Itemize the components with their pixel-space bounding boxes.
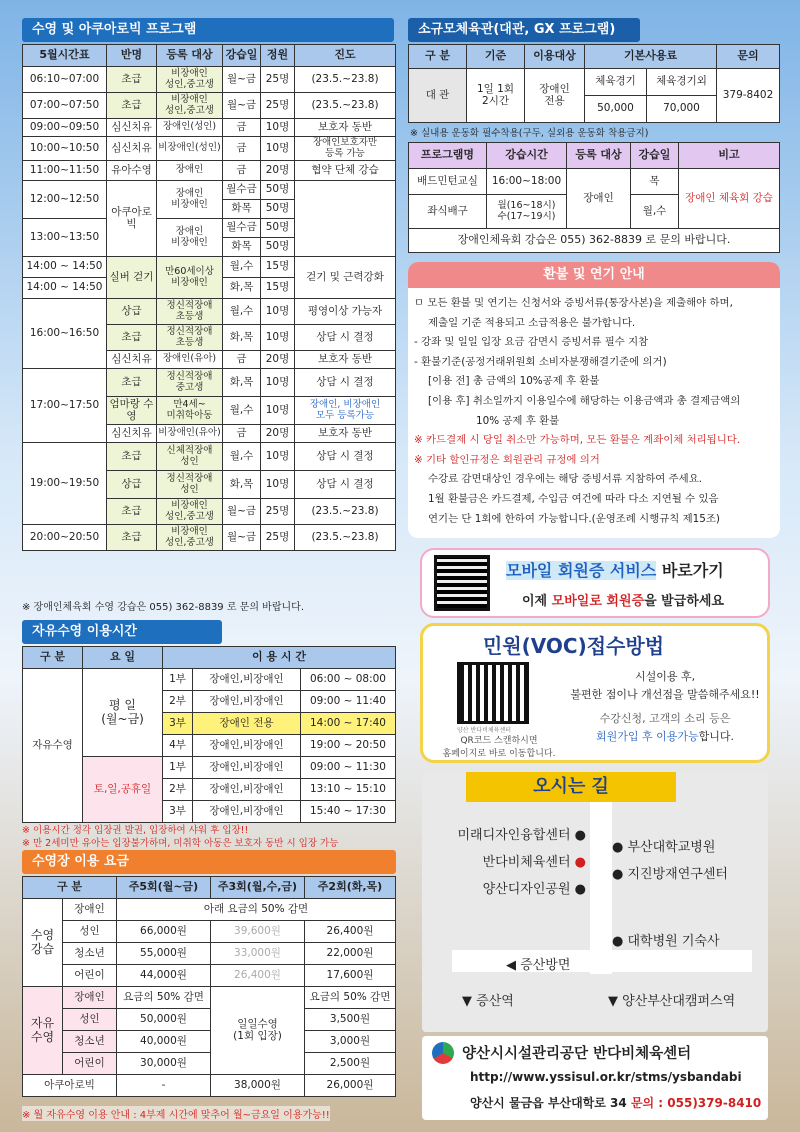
swim-cell: 06:10~07:00 — [23, 67, 107, 93]
swim-cell: 만60세이상 비장애인 — [157, 257, 223, 299]
swim-cell: 초급 — [107, 93, 157, 119]
fr5b: 장애인,비장애인 — [193, 779, 301, 801]
prog2: 좌식배구 — [409, 195, 487, 229]
fr1c: 09:00 ~ 11:40 — [301, 691, 396, 713]
ph1: 강습시간 — [487, 143, 567, 169]
swim-cell: 50명 — [261, 200, 295, 219]
swim-cell: 심신치유 — [107, 351, 157, 369]
swim-cell: 장애인보호자만 등록 가능 — [295, 137, 396, 161]
fh1: 요 일 — [83, 647, 163, 669]
swim-cell: 화목 — [223, 200, 261, 219]
fr5c: 13:10 ~ 15:10 — [301, 779, 396, 801]
aqua1: - — [117, 1075, 211, 1097]
g30: 청소년 — [63, 1031, 117, 1053]
refund-line: 제출일 기준 적용되고 소급적용은 불가합니다. — [428, 316, 636, 329]
swim-cell: 월~금 — [223, 525, 261, 551]
swim-cell: (23.5.~23.8) — [295, 525, 396, 551]
prog-target: 장애인 — [567, 169, 631, 229]
swim-cell: (23.5.~23.8) — [295, 67, 396, 93]
qr-code-icon[interactable] — [434, 555, 490, 611]
free-table — [22, 646, 396, 823]
rent-fee1: 50,000 — [585, 96, 647, 123]
f20: 성인 — [63, 921, 117, 943]
free-note2: ※ 만 2세미만 유아는 입장불가하며, 미취학 아동은 보호자 동반 시 입장 가능 — [22, 838, 339, 849]
swim-cell: 50명 — [261, 219, 295, 238]
swim-cell: 화,목 — [223, 471, 261, 499]
swim-cell: 10명 — [261, 443, 295, 471]
swim-cell: 월~금 — [223, 499, 261, 525]
swim-cell: 평영이상 가능자 — [295, 299, 396, 325]
rent-sub1: 체육경기 — [585, 69, 647, 96]
swim-cell: 20명 — [261, 161, 295, 181]
swim-cell: 비장애인 성인,중고생 — [157, 93, 223, 119]
swim-cell: 보호자 동반 — [295, 119, 396, 137]
swim-cell: 협약 단체 강습 — [295, 161, 396, 181]
gym-title: 소규모체육관(대관, GX 프로그램) — [408, 18, 640, 42]
swim-cell: 25명 — [261, 67, 295, 93]
f43: 17,600원 — [305, 965, 396, 987]
map-box: 오시는 길 미래디자인융합센터 ● 반다비체육센터 ● 양산디자인공원 ● ● 부산대학교병원 ● 지진방재연구센터 ● 대학병원 기숙사 ◀ 증산방면 ▼ 증산역 ▼ 양산부산대캠퍼스역 — [422, 772, 768, 1032]
f31: 55,000원 — [117, 943, 211, 965]
refund-line: ※ 기타 할인규정은 회원관리 규정에 의거 — [414, 453, 600, 466]
swim-cell: 25명 — [261, 525, 295, 551]
swim-cell: 보호자 동반 — [295, 425, 396, 443]
swim-cell: 50명 — [261, 238, 295, 257]
g12: 요금의 50% 감면 — [305, 987, 396, 1009]
map-title: 오시는 길 — [466, 772, 676, 802]
swim-cell: 장애인 비장애인 — [157, 219, 223, 257]
refund-line: 10% 공제 후 환불 — [476, 414, 560, 427]
fr0c: 06:00 ~ 08:00 — [301, 669, 396, 691]
fr2a: 3부 — [163, 713, 193, 735]
swim-cell: 금 — [223, 119, 261, 137]
f40: 어린이 — [63, 965, 117, 987]
swim-cell: 금 — [223, 351, 261, 369]
swim-cell: 20:00~20:50 — [23, 525, 107, 551]
map-l3: 양산디자인공원 — [482, 882, 571, 897]
swim-row — [23, 257, 396, 278]
swim-cell: 11:00~11:50 — [23, 161, 107, 181]
org-logo-icon — [432, 1042, 454, 1064]
fee-table — [22, 876, 396, 1097]
swim-cell: 상급 — [107, 471, 157, 499]
refund-line: 1월 환불금은 카드결제, 수입금 여건에 따라 다소 지연될 수 있음 — [428, 492, 719, 505]
swim-note: ※ 장애인체육회 수영 강습은 055) 362-8839 로 문의 바랍니다. — [22, 602, 304, 613]
swim-cell: 화,목 — [223, 325, 261, 351]
swim-cell: 장애인(유아) — [157, 351, 223, 369]
f30: 청소년 — [63, 943, 117, 965]
time2: 월(16~18시) 수(17~19시) — [487, 195, 567, 229]
swim-cell: 19:00~19:50 — [23, 443, 107, 525]
swim-cell: 화,목 — [223, 278, 261, 299]
voc-l3: 수강신청, 고객의 소리 등은 — [599, 712, 731, 725]
swim-cell: 상급 — [107, 299, 157, 325]
swim-cell: 15명 — [261, 257, 295, 278]
day2: 월,수 — [631, 195, 679, 229]
fee-c2: 자유 수영 — [23, 987, 63, 1075]
rent-phone: 379-8402 — [717, 69, 780, 123]
swim-cell: 금 — [223, 161, 261, 181]
mobile-sub1: 이제 — [522, 594, 552, 609]
th-time: 5월시간표 — [23, 45, 107, 67]
swim-title: 수영 및 아쿠아로빅 프로그램 — [22, 18, 394, 42]
th-cap: 정원 — [261, 45, 295, 67]
swim-table — [22, 44, 396, 551]
swim-cell: 상담 시 결정 — [295, 443, 396, 471]
gym-rent-table — [408, 44, 780, 123]
swim-cell: 16:00~16:50 — [23, 299, 107, 369]
aqua2: 38,000원 — [211, 1075, 305, 1097]
swim-cell: 금 — [223, 137, 261, 161]
g21: 50,000원 — [117, 1009, 211, 1031]
road-v — [590, 802, 612, 974]
swim-cell: 장애인, 비장애인 모두 등록가능 — [295, 397, 396, 425]
swim-cell: 장애인 비장애인 — [157, 181, 223, 219]
voc-l4a: 회원가입 후 이용가능 — [595, 730, 699, 743]
swim-cell: 초급 — [107, 369, 157, 397]
swim-cell: 월~금 — [223, 67, 261, 93]
f33: 22,000원 — [305, 943, 396, 965]
swim-cell: 월,수 — [223, 257, 261, 278]
refund-line: - 강좌 및 일일 입장 요금 감면시 증빙서류 필수 지참 — [414, 336, 649, 349]
fr3c: 19:00 ~ 20:50 — [301, 735, 396, 757]
swim-row — [23, 161, 396, 181]
swim-cell: 정신적장애 중고생 — [157, 369, 223, 397]
refund-line: ※ 카드결제 시 당일 취소만 가능하며, 모든 환불은 계좌이체 처리됩니다. — [414, 434, 741, 447]
voc-box — [420, 623, 770, 763]
free-weekend: 토,일,공휴일 — [83, 757, 163, 823]
fr2b: 장애인 전용 — [193, 713, 301, 735]
feh3: 주2회(화,목) — [305, 877, 396, 899]
swim-cell: 10명 — [261, 369, 295, 397]
fh0: 구 분 — [23, 647, 83, 669]
aqua3: 26,000원 — [305, 1075, 396, 1097]
swim-cell: 월,수 — [223, 443, 261, 471]
footer-url[interactable]: http://www.yssisul.or.kr/stms/ysbandabi — [470, 1070, 742, 1084]
swim-cell: 10:00~10:50 — [23, 137, 107, 161]
swim-cell: 보호자 동반 — [295, 351, 396, 369]
swim-cell: 10명 — [261, 471, 295, 499]
swim-cell: 비장애인 성인,중고생 — [157, 499, 223, 525]
voc-l4b: 합니다. — [698, 730, 734, 743]
swim-row — [23, 67, 396, 93]
swim-cell: 초급 — [107, 325, 157, 351]
swim-cell: 정신적장애 초등생 — [157, 299, 223, 325]
swim-cell: 07:00~07:50 — [23, 93, 107, 119]
swim-row — [23, 181, 396, 200]
swim-cell: 엄마랑 수영 — [107, 397, 157, 425]
fee-c1: 수영 강습 — [23, 899, 63, 987]
mobile-title: 모바일 회원증 서비스 — [506, 561, 657, 580]
gh2: 이용대상 — [525, 45, 585, 69]
free-title: 자유수영 이용시간 — [22, 620, 222, 644]
gym-foot: 장애인체육회 강습은 055) 362-8839 로 문의 바랍니다. — [409, 229, 780, 253]
feh1: 주5회(월~금) — [117, 877, 211, 899]
swim-cell: 아쿠아로빅 — [107, 181, 157, 257]
swim-cell: 10명 — [261, 119, 295, 137]
fee-daily: 일일수영 (1회 입장) — [211, 987, 305, 1075]
swim-cell: 정신적장애 성인 — [157, 471, 223, 499]
swim-cell: 25명 — [261, 499, 295, 525]
fr1b: 장애인,비장애인 — [193, 691, 301, 713]
footer-org: 양산시시설관리공단 반다비체육센터 — [462, 1046, 692, 1062]
free-weekday: 평 일 (월~금) — [83, 669, 163, 757]
refund-box — [408, 262, 780, 538]
fee-note: ※ 월 자유수영 이용 안내 : 4부제 시간에 맞추어 월~금요일 이용가능!! — [22, 1106, 330, 1121]
footer — [422, 1036, 768, 1120]
feh2: 주3회(월,수,금) — [211, 877, 305, 899]
th-target: 등록 대상 — [157, 45, 223, 67]
refund-line: [이용 후] 취소일까지 이용일수에 해당하는 이용금액과 총 결제금액의 — [428, 394, 741, 407]
swim-cell: 20명 — [261, 425, 295, 443]
fr4b: 장애인,비장애인 — [193, 757, 301, 779]
map-l1: 미래디자인융합센터 — [457, 828, 571, 843]
location-pin-icon: ● — [574, 855, 586, 870]
ph2: 등록 대상 — [567, 143, 631, 169]
swim-cell: 비장애인 성인,중고생 — [157, 525, 223, 551]
fr5a: 2부 — [163, 779, 193, 801]
fh2: 이 용 시 간 — [163, 647, 396, 669]
swim-cell: 14:00 ~ 14:50 — [23, 278, 107, 299]
gh4: 문의 — [717, 45, 780, 69]
mobile-sub3: 을 발급하세요 — [644, 594, 724, 609]
fr1a: 2부 — [163, 691, 193, 713]
swim-row — [23, 137, 396, 161]
g40: 어린이 — [63, 1053, 117, 1075]
swim-cell: 초급 — [107, 67, 157, 93]
th-class: 반명 — [107, 45, 157, 67]
ph4: 비고 — [679, 143, 780, 169]
fr0a: 1부 — [163, 669, 193, 691]
feh0: 구 분 — [23, 877, 117, 899]
aqua0: 아쿠아로빅 — [23, 1075, 117, 1097]
rent-label: 대 관 — [409, 69, 467, 123]
voc-qr2: 홈페이지로 바로 이동합니다. — [442, 749, 556, 759]
g41: 30,000원 — [117, 1053, 211, 1075]
gh1: 기준 — [467, 45, 525, 69]
swim-cell: 비장애인 성인,중고생 — [157, 67, 223, 93]
swim-cell: 심신치유 — [107, 425, 157, 443]
swim-cell: 10명 — [261, 137, 295, 161]
swim-cell: (23.5.~23.8) — [295, 499, 396, 525]
swim-cell: 금 — [223, 425, 261, 443]
voc-l2: 불편한 점이나 개선점을 말씀해주세요!! — [570, 688, 760, 701]
swim-cell: 월,수 — [223, 299, 261, 325]
g11: 요금의 50% 감면 — [117, 987, 211, 1009]
swim-cell: 13:00~13:50 — [23, 219, 107, 257]
prog1: 배드민턴교실 — [409, 169, 487, 195]
g32: 3,000원 — [305, 1031, 396, 1053]
fr3a: 4부 — [163, 735, 193, 757]
ph3: 강습일 — [631, 143, 679, 169]
refund-line: [이용 전] 총 금액의 10%공제 후 환불 — [428, 375, 600, 388]
swim-cell: 25명 — [261, 93, 295, 119]
swim-row — [23, 525, 396, 551]
swim-cell: (23.5.~23.8) — [295, 93, 396, 119]
fr0b: 장애인,비장애인 — [193, 669, 301, 691]
footer-addr: 양산시 물금읍 부산대학로 34 — [470, 1096, 627, 1110]
swim-cell: 걷기 및 근력강화 — [295, 257, 396, 299]
time1: 16:00~18:00 — [487, 169, 567, 195]
refund-line: ㅁ 모든 환불 및 연기는 신청서와 증빙서류(통장사본)을 제출해야 하며, — [414, 297, 733, 309]
swim-cell: 장애인 — [157, 161, 223, 181]
swim-cell: 상담 시 결정 — [295, 471, 396, 499]
swim-cell: 상담 시 결정 — [295, 369, 396, 397]
swim-row — [23, 443, 396, 471]
swim-cell: 20명 — [261, 351, 295, 369]
fee-title: 수영장 이용 요금 — [22, 850, 396, 874]
swim-cell: 화,목 — [223, 369, 261, 397]
f41: 44,000원 — [117, 965, 211, 987]
f21: 66,000원 — [117, 921, 211, 943]
fr6c: 15:40 ~ 17:30 — [301, 801, 396, 823]
swim-row — [23, 369, 396, 397]
voc-title: 민원(VOC)접수방법 — [483, 634, 665, 658]
g42: 2,500원 — [305, 1053, 396, 1075]
swim-cell: 비장애인(성인) — [157, 137, 223, 161]
voc-l1: 시설이용 후, — [634, 670, 696, 683]
fr3b: 장애인,비장애인 — [193, 735, 301, 757]
th-day: 강습일 — [223, 45, 261, 67]
free-cat: 자유수영 — [23, 669, 83, 823]
g20: 성인 — [63, 1009, 117, 1031]
swim-cell: 상담 시 결정 — [295, 325, 396, 351]
swim-cell: 심신치유 — [107, 119, 157, 137]
swim-cell: 심신치유 — [107, 137, 157, 161]
fr4c: 09:00 ~ 11:30 — [301, 757, 396, 779]
f42: 26,400원 — [211, 965, 305, 987]
map-l2: 반다비체육센터 — [482, 855, 571, 870]
swim-cell: 12:00~12:50 — [23, 181, 107, 219]
free-note1: ※ 이용시간 정각 입장권 발권, 입장하여 샤워 후 입장!! — [22, 825, 249, 836]
voc-qr-caption: 양산 반다비체육센터 — [457, 727, 512, 734]
map-st2: ▼ 양산부산대캠퍼스역 — [608, 994, 736, 1009]
voc-qr1: QR코드 스캔하시면 — [460, 736, 538, 746]
swim-cell — [295, 181, 396, 257]
ph0: 프로그램명 — [409, 143, 487, 169]
swim-cell: 화목 — [223, 238, 261, 257]
swim-cell: 초급 — [107, 443, 157, 471]
swim-cell: 월수금 — [223, 219, 261, 238]
g31: 40,000원 — [117, 1031, 211, 1053]
f10: 장애인 — [63, 899, 117, 921]
gym-prog-table — [408, 142, 780, 253]
swim-cell: 10명 — [261, 299, 295, 325]
f22: 39,600원 — [211, 921, 305, 943]
swim-cell: 월~금 — [223, 93, 261, 119]
gym-note: ※ 실내용 운동화 필수착용(구두, 실외용 운동화 착용금지) — [410, 128, 649, 139]
refund-line: 수강료 감면대상인 경우에는 해당 증빙서류 지참하여 주세요. — [428, 473, 703, 486]
f32: 33,000원 — [211, 943, 305, 965]
rent-target: 장애인 전용 — [525, 69, 585, 123]
day1: 목 — [631, 169, 679, 195]
swim-row — [23, 299, 396, 325]
swim-cell: 17:00~17:50 — [23, 369, 107, 443]
map-r1: 부산대학교병원 — [627, 840, 716, 855]
swim-cell: 15명 — [261, 278, 295, 299]
swim-cell: 10명 — [261, 325, 295, 351]
mobile-sub2: 모바일로 회원증 — [551, 594, 645, 609]
voc-qr-icon[interactable] — [457, 662, 529, 724]
refund-line: 연기는 단 1회에 한하여 가능합니다.(운영조례 시행규칙 제15조) — [428, 512, 720, 525]
f11: 아래 요금의 50% 감면 — [117, 899, 396, 921]
prog-remark: 장애인 체육회 강습 — [679, 169, 780, 229]
mobile-banner[interactable] — [420, 548, 770, 618]
fr4a: 1부 — [163, 757, 193, 779]
rent-fee2: 70,000 — [647, 96, 717, 123]
footer-phone: 문의 : 055)379-8410 — [630, 1096, 762, 1110]
swim-cell: 실버 걷기 — [107, 257, 157, 299]
map-r2: 지진방재연구센터 — [627, 867, 728, 882]
swim-cell: 초급 — [107, 525, 157, 551]
swim-cell: 10명 — [261, 397, 295, 425]
gh0: 구 분 — [409, 45, 467, 69]
swim-cell: 비장애인(유아) — [157, 425, 223, 443]
f23: 26,400원 — [305, 921, 396, 943]
swim-row — [23, 119, 396, 137]
map-st1: ▼ 증산역 — [462, 994, 514, 1009]
swim-cell: 정신적장애 초등생 — [157, 325, 223, 351]
swim-cell: 초급 — [107, 499, 157, 525]
swim-row — [23, 93, 396, 119]
map-road: 증산방면 — [520, 958, 571, 973]
swim-cell: 월,수 — [223, 397, 261, 425]
refund-line: - 환불기준(공정거래위원회 소비자분쟁해결기준에 의거) — [414, 355, 667, 368]
mobile-go[interactable]: 바로가기 — [661, 561, 724, 580]
map-r3: 대학병원 기숙사 — [627, 934, 720, 949]
th-progress: 진도 — [295, 45, 396, 67]
swim-cell: 09:00~09:50 — [23, 119, 107, 137]
rent-sub2: 체육경기외 — [647, 69, 717, 96]
fr6a: 3부 — [163, 801, 193, 823]
refund-body — [408, 288, 780, 529]
swim-cell: 50명 — [261, 181, 295, 200]
fr6b: 장애인,비장애인 — [193, 801, 301, 823]
swim-cell: 만4세~ 미취학아동 — [157, 397, 223, 425]
gh3: 기본사용료 — [585, 45, 717, 69]
fr2c: 14:00 ~ 17:40 — [301, 713, 396, 735]
g10: 장애인 — [63, 987, 117, 1009]
refund-title: 환불 및 연기 안내 — [408, 262, 780, 288]
swim-cell: 장애인(성인) — [157, 119, 223, 137]
swim-cell: 월수금 — [223, 181, 261, 200]
swim-cell: 신체적장애 성인 — [157, 443, 223, 471]
swim-cell: 14:00 ~ 14:50 — [23, 257, 107, 278]
rent-std: 1일 1회 2시간 — [467, 69, 525, 123]
swim-cell: 유아수영 — [107, 161, 157, 181]
g22: 3,500원 — [305, 1009, 396, 1031]
